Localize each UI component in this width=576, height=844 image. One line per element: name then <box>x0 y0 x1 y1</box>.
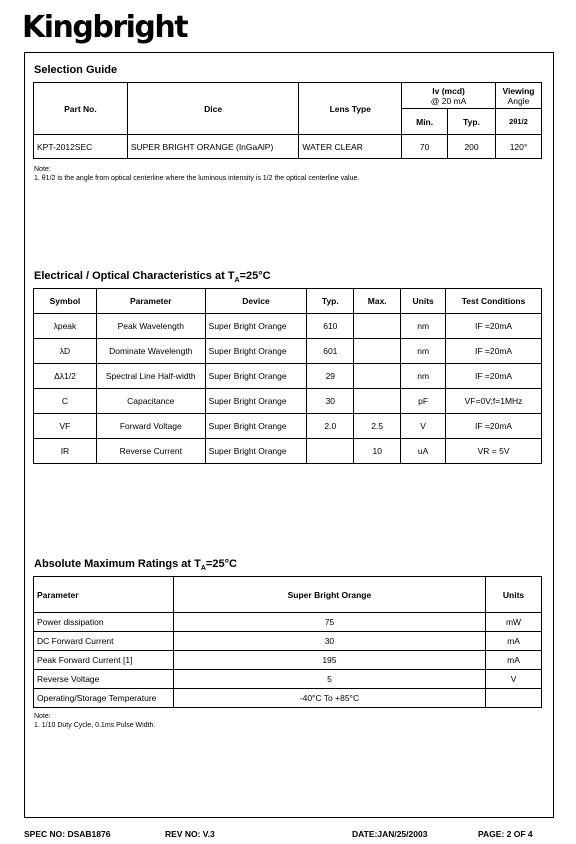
table-row <box>34 414 542 439</box>
cell-parameter: Capacitance <box>96 389 205 414</box>
cell-value: 30 <box>173 632 485 651</box>
cell-test: VF=0V;f=1MHz <box>446 389 542 414</box>
cell-units: mW <box>486 613 542 632</box>
cell-units: mA <box>486 651 542 670</box>
cell-device: Super Bright Orange <box>205 414 307 439</box>
cell-max <box>354 339 401 364</box>
header-theta: 2θ1/2 <box>495 109 541 135</box>
header-iv-line1: Iv (mcd) <box>432 85 465 96</box>
absolute-note-label: Note: <box>34 713 51 720</box>
cell-max: 10 <box>354 439 401 464</box>
cell-parameter: Spectral Line Half-width <box>96 364 205 389</box>
table-row <box>34 651 542 670</box>
cell-parameter: Peak Forward Current [1] <box>34 651 174 670</box>
cell-parameter: Peak Wavelength <box>96 314 205 339</box>
cell-units: pF <box>401 389 446 414</box>
header-iv <box>402 83 496 109</box>
footer-page: PAGE: 2 OF 4 <box>478 829 533 839</box>
cell-parameter: DC Forward Current <box>34 632 174 651</box>
table-row <box>34 389 542 414</box>
selection-guide-title: Selection Guide <box>34 64 118 76</box>
cell-units: V <box>486 670 542 689</box>
cell-max <box>354 389 401 414</box>
cell-device: Super Bright Orange <box>205 339 307 364</box>
cell-units: mA <box>486 632 542 651</box>
elec-header-symbol: Symbol <box>34 289 97 314</box>
cell-test: IF =20mA <box>446 414 542 439</box>
cell-max: 2.5 <box>354 414 401 439</box>
cell-typ: 2.0 <box>307 414 354 439</box>
absolute-title-text: Absolute Maximum Ratings at T <box>34 558 201 570</box>
cell-value: 75 <box>173 613 485 632</box>
elec-header-parameter: Parameter <box>96 289 205 314</box>
cell-symbol: IR <box>34 439 97 464</box>
header-viewing-angle <box>495 83 541 109</box>
table-row <box>34 670 542 689</box>
cell-typ: 601 <box>307 339 354 364</box>
elec-header-max: Max. <box>354 289 401 314</box>
cell-symbol: VF <box>34 414 97 439</box>
cell-units <box>486 689 542 708</box>
cell-max <box>354 314 401 339</box>
abs-header-units: Units <box>486 577 542 613</box>
cell-typ: 29 <box>307 364 354 389</box>
absolute-title-sub: A <box>200 565 206 573</box>
footer-rev-no: REV NO: V.3 <box>165 829 215 839</box>
cell-parameter: Power dissipation <box>34 613 174 632</box>
footer-spec-no: SPEC NO: DSAB1876 <box>24 829 111 839</box>
cell-device: Super Bright Orange <box>205 314 307 339</box>
table-row <box>34 689 542 708</box>
header-viewing-line2: Angle <box>507 95 530 106</box>
elec-header-test: Test Conditions <box>446 289 542 314</box>
cell-test: IF =20mA <box>446 364 542 389</box>
electrical-table <box>33 288 542 464</box>
electrical-title-sub: A <box>234 277 240 285</box>
elec-header-typ: Typ. <box>307 289 354 314</box>
table-row <box>34 632 542 651</box>
cell-units: nm <box>401 314 446 339</box>
cell-parameter: Reverse Current <box>96 439 205 464</box>
table-row <box>34 364 542 389</box>
cell-parameter: Operating/Storage Temperature <box>34 689 174 708</box>
electrical-title <box>34 270 271 284</box>
header-dice: Dice <box>127 83 299 135</box>
cell-units: nm <box>401 339 446 364</box>
cell-device: Super Bright Orange <box>205 364 307 389</box>
selection-guide-table <box>33 82 542 159</box>
absolute-table <box>33 576 542 708</box>
selection-note-label: Note: <box>34 166 51 173</box>
cell-test: IF =20mA <box>446 314 542 339</box>
cell-test: IF =20mA <box>446 339 542 364</box>
table-row <box>34 439 542 464</box>
cell-device: Super Bright Orange <box>205 389 307 414</box>
cell-parameter: Dominate Wavelength <box>96 339 205 364</box>
cell-parameter: Reverse Voltage <box>34 670 174 689</box>
absolute-title-tail: =25°C <box>205 558 237 570</box>
cell-symbol: Δλ1/2 <box>34 364 97 389</box>
electrical-title-tail: =25°C <box>239 270 271 282</box>
cell-min: 70 <box>402 135 448 159</box>
cell-units: uA <box>401 439 446 464</box>
cell-lens-type: WATER CLEAR <box>299 135 402 159</box>
table-row <box>34 613 542 632</box>
cell-device: Super Bright Orange <box>205 439 307 464</box>
cell-symbol: C <box>34 389 97 414</box>
cell-typ: 30 <box>307 389 354 414</box>
cell-test: VR = 5V <box>446 439 542 464</box>
absolute-note <box>34 712 155 730</box>
elec-header-device: Device <box>205 289 307 314</box>
absolute-note-text: 1. 1/10 Duty Cycle, 0.1ms Pulse Width. <box>34 722 156 729</box>
abs-header-parameter: Parameter <box>34 577 174 613</box>
cell-typ <box>307 439 354 464</box>
cell-angle: 120° <box>495 135 541 159</box>
cell-value: -40°C To +85°C <box>173 689 485 708</box>
cell-part-no: KPT-2012SEC <box>34 135 128 159</box>
table-row <box>34 314 542 339</box>
header-typ: Typ. <box>448 109 496 135</box>
header-iv-line2: @ 20 mA <box>430 95 467 106</box>
cell-typ: 610 <box>307 314 354 339</box>
table-row <box>34 339 542 364</box>
absolute-title <box>34 558 237 572</box>
footer-date: DATE:JAN/25/2003 <box>352 829 428 839</box>
electrical-title-text: Electrical / Optical Characteristics at T <box>34 270 235 282</box>
cell-units: V <box>401 414 446 439</box>
cell-value: 195 <box>173 651 485 670</box>
header-min: Min. <box>402 109 448 135</box>
cell-max <box>354 364 401 389</box>
kingbright-logo: Kingbright <box>22 10 188 45</box>
cell-symbol: λpeak <box>34 314 97 339</box>
abs-header-device: Super Bright Orange <box>173 577 485 613</box>
cell-dice: SUPER BRIGHT ORANGE (InGaAlP) <box>127 135 299 159</box>
selection-note <box>34 165 359 183</box>
cell-value: 5 <box>173 670 485 689</box>
cell-typ: 200 <box>448 135 496 159</box>
header-lens-type: Lens Type <box>299 83 402 135</box>
elec-header-units: Units <box>401 289 446 314</box>
header-part-no: Part No. <box>34 83 128 135</box>
cell-units: nm <box>401 364 446 389</box>
cell-symbol: λD <box>34 339 97 364</box>
selection-note-text: 1. θ1/2 is the angle from optical centerline where the luminous intensity is 1/2 the optical centerline value. <box>34 175 360 182</box>
cell-parameter: Forward Voltage <box>96 414 205 439</box>
header-viewing-line1: Viewing <box>502 85 535 96</box>
